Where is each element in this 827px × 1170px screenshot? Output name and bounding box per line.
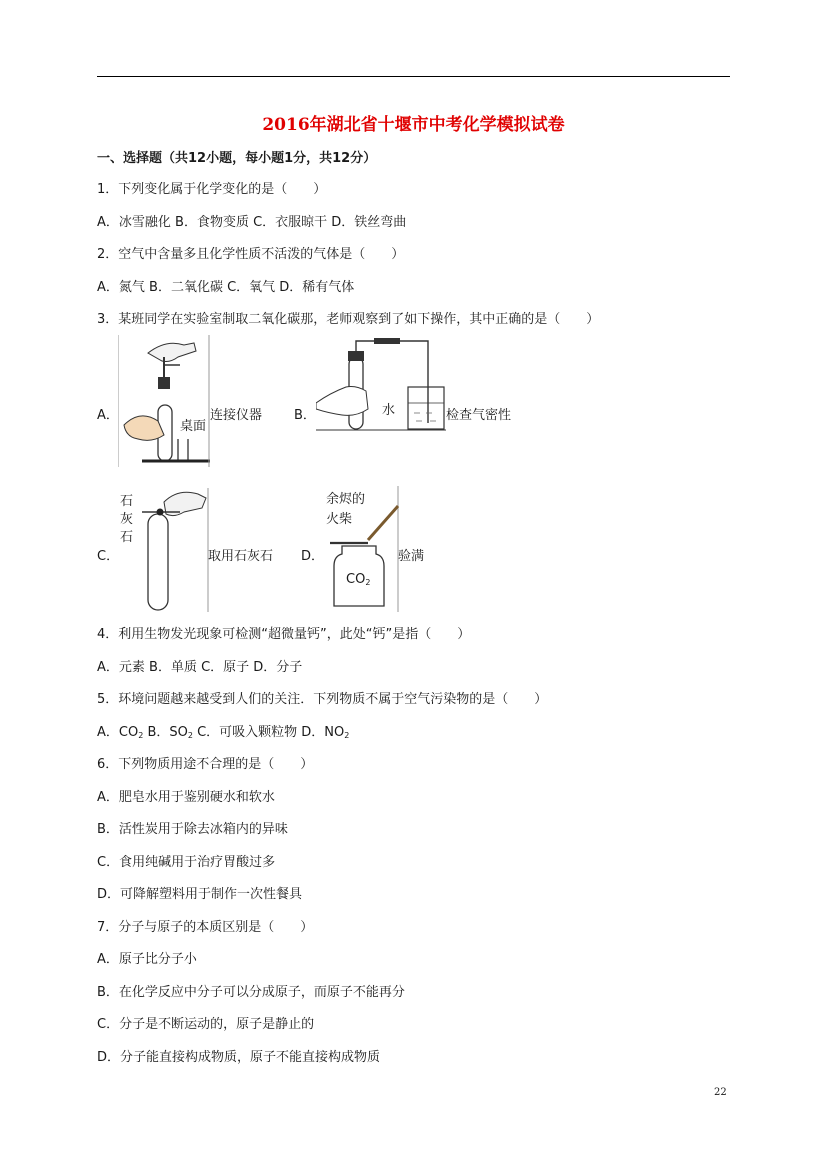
q3-option-c-caption: 取用石灰石 [208,549,274,564]
section-heading: 一、选择题（共12小题，每小题1分，共12分） [97,151,377,166]
question-5-stem: 5．环境问题越来越受到人们的关注．下列物质不属于空气污染物的是（ ） [97,692,548,707]
question-1-options: A．冰雪融化 B．食物变质 C．衣服晾干 D．铁丝弯曲 [97,215,407,230]
ember-match-label-2: 火柴 [326,512,353,527]
water-label: 水 [382,403,396,418]
q3-option-b-caption: 检查气密性 [446,408,512,423]
limestone-label-1: 石 [120,494,134,509]
co2-bottle-label: $CO_2$ [346,572,371,587]
question-6-option-d: D．可降解塑料用于制作一次性餐具 [97,887,303,902]
question-6-option-c: C．食用纯碱用于治疗胃酸过多 [97,855,276,870]
q3-option-b-figure [316,337,446,433]
q3-option-d-figure [322,486,402,612]
question-7-option-a: A．原子比分子小 [97,952,197,967]
airtightness-check-illustration [316,337,446,433]
question-6-option-a: A．肥皂水用于鉴别硬水和软水 [97,790,275,805]
question-4-stem: 4．利用生物发光现象可检测“超微量钙”，此处“钙”是指（ ） [97,627,471,642]
exam-title: 2016年湖北省十堰市中考化学模拟试卷 [262,115,565,135]
ember-match-label-1: 余烬的 [326,492,366,507]
q3-option-a-caption: 连接仪器 [210,408,263,423]
header-rule [97,76,730,77]
page-number: 22 [714,1087,727,1098]
question-1-stem: 1．下列变化属于化学变化的是（ ） [97,182,327,197]
question-4-options: A．元素 B．单质 C．原子 D．分子 [97,660,303,675]
q3-option-d-letter: D． [301,549,325,564]
question-7-stem: 7．分子与原子的本质区别是（ ） [97,920,314,935]
question-7-option-d: D．分子能直接构成物质，原子不能直接构成物质 [97,1050,381,1065]
q3-option-d-caption: 验满 [398,549,425,564]
question-3-stem: 3．某班同学在实验室制取二氧化碳那，老师观察到了如下操作，其中正确的是（ ） [97,312,600,327]
question-7-option-b: B．在化学反应中分子可以分成原子，而原子不能再分 [97,985,405,1000]
q3-option-a-letter: A． [97,408,119,423]
question-5-options: A．$CO_2$ B．$SO_2$ C．可吸入颗粒物 D．$NO_2$ [97,725,350,740]
q3-option-a-figure [118,335,210,467]
connect-apparatus-illustration [118,335,210,467]
question-2-options: A．氮气 B．二氧化碳 C．氧气 D．稀有气体 [97,280,355,295]
q3-option-c-letter: C． [97,549,120,564]
question-6-option-b: B．活性炭用于除去冰箱内的异味 [97,822,288,837]
desk-surface-label: 桌面 [180,419,207,434]
question-6-stem: 6．下列物质用途不合理的是（ ） [97,757,314,772]
limestone-label-3: 石 [120,530,134,545]
question-2-stem: 2．空气中含量多且化学性质不活泼的气体是（ ） [97,247,405,262]
limestone-label-2: 灰 [120,512,134,527]
q3-option-b-letter: B． [294,408,316,423]
question-7-option-c: C．分子是不断运动的，原子是静止的 [97,1017,315,1032]
q3-option-c-figure [118,488,210,612]
